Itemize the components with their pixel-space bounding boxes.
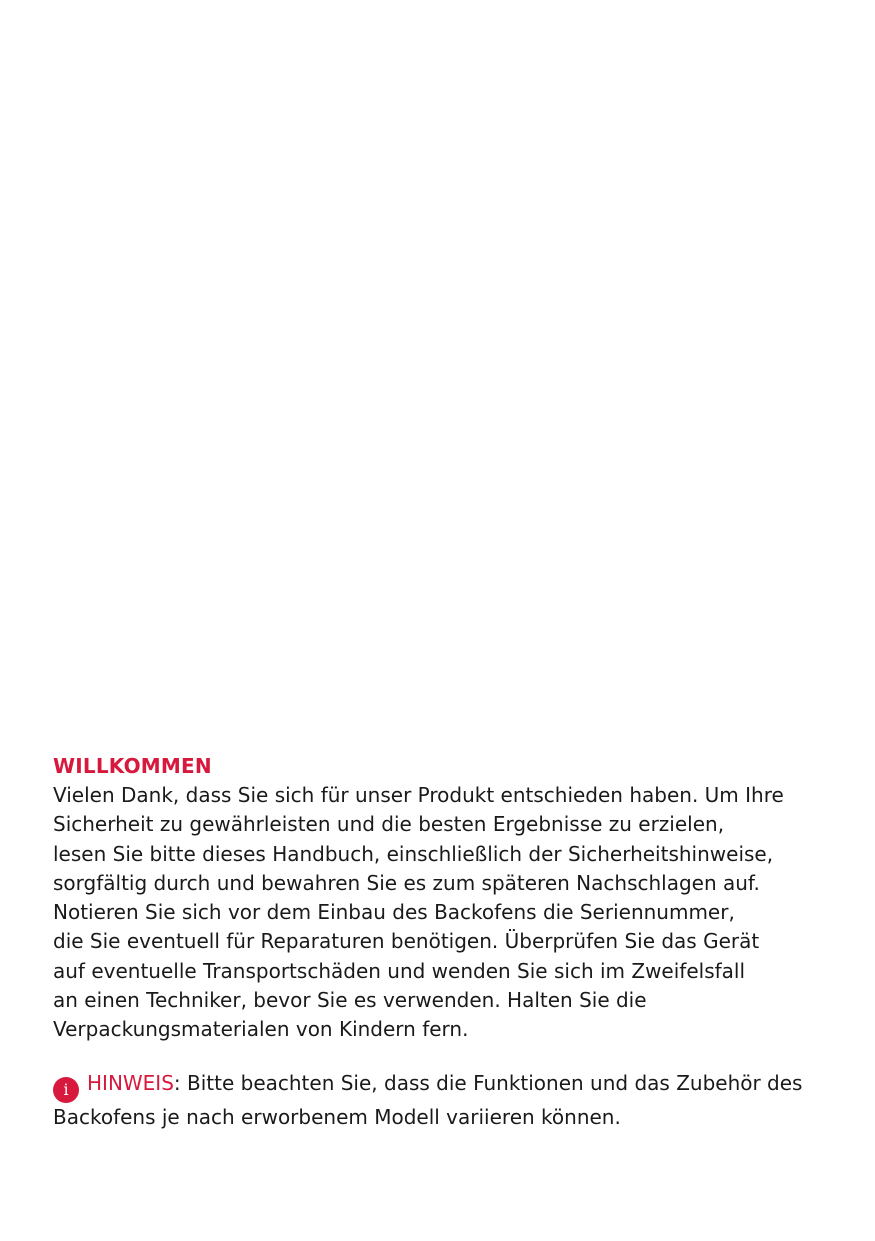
paragraph-line: sorgfältig durch und bewahren Sie es zum späteren Nachschlagen auf. [53,870,760,895]
paragraph-line: die Sie eventuell für Reparaturen benötigen. Überprüfen Sie das Gerät [53,929,760,954]
paragraph-line: Sicherheit zu gewährleisten und die besten Ergebnisse zu erzielen, [53,812,725,837]
note-first-line [53,1069,843,1103]
paragraph-line: Vielen Dank, dass Sie sich für unser Produkt entschieden haben. Um Ihre [53,783,784,807]
paragraph-line: auf eventuelle Transportschäden und wenden Sie sich im Zweifelsfall [53,958,746,983]
welcome-section [53,752,843,1132]
note-label: HINWEIS [87,1070,174,1095]
paragraph-line: Verpackungsmaterialen von Kindern fern. [53,1017,469,1042]
paragraph-line: Notieren Sie sich vor dem Einbau des Backofens die Seriennummer, [53,900,735,925]
welcome-paragraph [53,781,843,1045]
info-icon: i [53,1077,79,1103]
note-text-continued: Backofens je nach erworbenem Modell variieren können. [53,1104,621,1129]
section-heading: WILLKOMMEN [53,754,212,778]
note-block [53,1069,843,1132]
note-text: : Bitte beachten Sie, dass die Funktionen und das Zubehör des [173,1070,803,1095]
paragraph-line: an einen Techniker, bevor Sie es verwenden. Halten Sie die [53,988,647,1013]
paragraph-line: lesen Sie bitte dieses Handbuch, einschließlich der Sicherheitshinweise, [53,841,774,866]
